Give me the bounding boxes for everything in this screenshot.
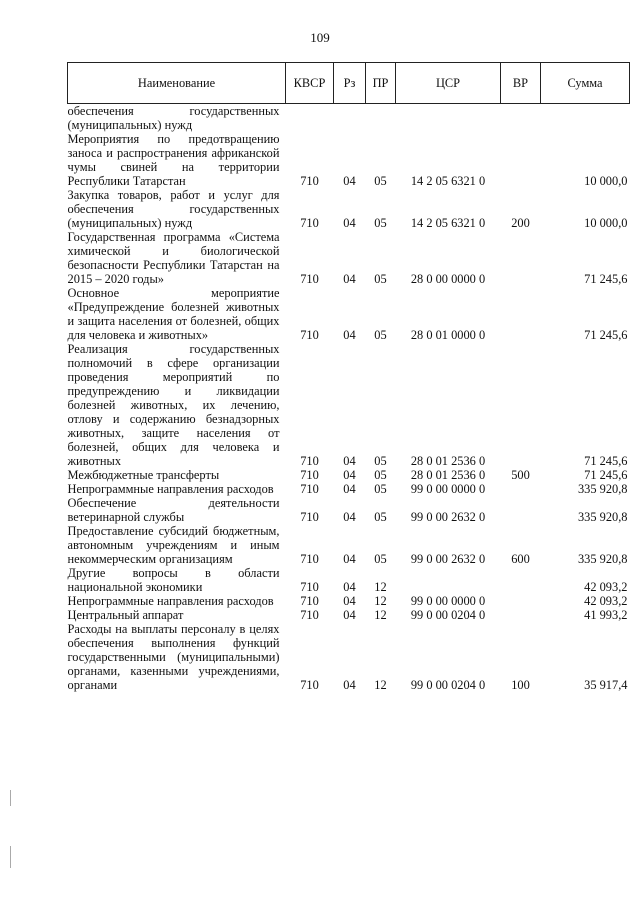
row-kvsr: 710 [300,594,319,608]
row-csr: 28 0 01 2536 0 [410,468,486,482]
row-rz: 04 [343,174,356,188]
row-pr: 12 [374,594,387,608]
row-name: Реализация государственных полномочий в сфере организации проведения мероприятий по предупреждению и ликвидации болезней животных, их лечению, отлову и содержанию безнадзорных животных, защите населения от болезней, общих для человека и животных [67,342,280,468]
table-row [68,566,630,594]
row-sum: 71 245,6 [584,328,628,342]
row-vr [501,608,541,622]
row-sum: 71 245,6 [584,454,628,468]
row-vr [501,566,541,594]
row-rz: 04 [343,468,356,482]
row-rz: 04 [343,216,356,230]
row-name: Другие вопросы в области национальной экономики [67,566,280,594]
row-csr: 28 0 01 2536 0 [410,454,486,468]
row-sum: 42 093,2 [584,594,628,608]
page-number: 109 [310,30,330,45]
header-pr: ПР [366,63,396,104]
row-sum: 10 000,0 [584,174,628,188]
row-name: Основное мероприятие «Предупреждение болезней животных и защита населения от болезней, общих для человека и животных» [67,286,280,342]
row-vr [501,594,541,608]
row-vr [501,104,541,133]
row-kvsr: 710 [300,678,319,692]
row-sum [541,104,630,133]
row-kvsr: 710 [300,552,319,566]
row-kvsr: 710 [300,174,319,188]
row-kvsr: 710 [300,510,319,524]
row-vr [501,496,541,524]
row-csr: 99 0 00 2632 0 [410,510,486,524]
row-csr: 99 0 00 0204 0 [410,608,486,622]
row-name: Межбюджетные трансферты [67,468,220,482]
row-rz [334,104,366,133]
row-vr [501,132,541,188]
table-row [68,622,630,692]
row-csr: 99 0 00 0204 0 [410,678,486,692]
row-name: Закупка товаров, работ и услуг для обеспечения государственных (муниципальных) нужд [67,188,280,230]
row-rz: 04 [343,678,356,692]
row-pr: 05 [374,174,387,188]
table-row [68,482,630,496]
row-sum: 335 920,8 [577,510,628,524]
budget-table [67,62,630,692]
row-rz: 04 [343,552,356,566]
row-pr: 05 [374,510,387,524]
row-kvsr [286,104,334,133]
row-name: Центральный аппарат [67,608,184,622]
row-name: обеспечения государственных (муниципальных) нужд [67,104,280,132]
row-rz: 04 [343,272,356,286]
row-pr: 05 [374,468,387,482]
row-vr: 100 [511,678,530,692]
row-name: Мероприятия по предотвращению заноса и распространения африканской чумы свиней на территории Республики Татарстан [67,132,280,188]
row-sum: 335 920,8 [577,552,628,566]
row-csr: 14 2 05 6321 0 [410,174,486,188]
row-vr [501,286,541,342]
row-kvsr: 710 [300,328,319,342]
row-sum: 10 000,0 [584,216,628,230]
row-rz: 04 [343,510,356,524]
row-pr: 05 [374,216,387,230]
row-kvsr: 710 [300,468,319,482]
table-row [68,496,630,524]
row-rz: 04 [343,454,356,468]
row-name: Обеспечение деятельности ветеринарной службы [67,496,280,524]
row-kvsr: 710 [300,608,319,622]
row-pr: 12 [374,580,387,594]
table-row [68,104,630,133]
header-vr: ВР [501,63,541,104]
header-kvsr: КВСР [286,63,334,104]
table-row [68,524,630,566]
row-kvsr: 710 [300,454,319,468]
row-csr [396,566,501,594]
row-csr: 28 0 00 0000 0 [410,272,486,286]
row-vr: 600 [511,552,530,566]
row-pr: 05 [374,454,387,468]
table-row [68,608,630,622]
row-csr [396,104,501,133]
row-rz: 04 [343,608,356,622]
row-kvsr: 710 [300,272,319,286]
row-csr: 99 0 00 0000 0 [410,482,486,496]
row-vr: 200 [511,216,530,230]
header-csr: ЦСР [396,63,501,104]
row-kvsr: 710 [300,580,319,594]
row-csr: 99 0 00 2632 0 [410,552,486,566]
row-pr: 05 [374,552,387,566]
margin-mark [10,790,11,806]
row-sum: 42 093,2 [584,580,628,594]
row-vr: 500 [511,468,530,482]
row-kvsr: 710 [300,482,319,496]
table-row [68,594,630,608]
row-sum: 41 993,2 [584,608,628,622]
row-name: Предоставление субсидий бюджетным, автономным учреждениям и иным некоммерческим организациям [67,524,280,566]
row-csr: 99 0 00 0000 0 [410,594,486,608]
header-sum: Сумма [541,63,630,104]
table-row [68,342,630,468]
row-kvsr: 710 [300,216,319,230]
row-sum: 335 920,8 [577,482,628,496]
table-row [68,132,630,188]
row-pr: 12 [374,678,387,692]
row-sum: 71 245,6 [584,468,628,482]
row-name: Расходы на выплаты персоналу в целях обеспечения выполнения функций государственными (муниципальными) органами, казенными учреждениями, органами [67,622,280,692]
row-pr: 12 [374,608,387,622]
row-rz: 04 [343,594,356,608]
table-row [68,230,630,286]
row-sum: 35 917,4 [584,678,628,692]
row-pr: 05 [374,482,387,496]
row-csr: 28 0 01 0000 0 [410,328,486,342]
row-pr [366,104,396,133]
row-sum: 71 245,6 [584,272,628,286]
row-pr: 05 [374,328,387,342]
row-csr: 14 2 05 6321 0 [410,216,486,230]
table-row [68,188,630,230]
row-rz: 04 [343,482,356,496]
row-rz: 04 [343,580,356,594]
row-vr [501,230,541,286]
row-vr [501,342,541,468]
row-name: Непрограммные направления расходов [67,594,274,608]
row-vr [501,482,541,496]
row-name: Непрограммные направления расходов [67,482,274,496]
table-header [68,63,630,104]
row-name: Государственная программа «Система химической и биологической безопасности Республики Татарстан на 2015 – 2020 годы» [67,230,280,286]
row-rz: 04 [343,328,356,342]
table-body [68,104,630,693]
margin-mark [10,846,11,868]
header-rz: Рз [334,63,366,104]
table-row [68,286,630,342]
table-row [68,468,630,482]
row-pr: 05 [374,272,387,286]
header-name: Наименование [68,63,286,104]
